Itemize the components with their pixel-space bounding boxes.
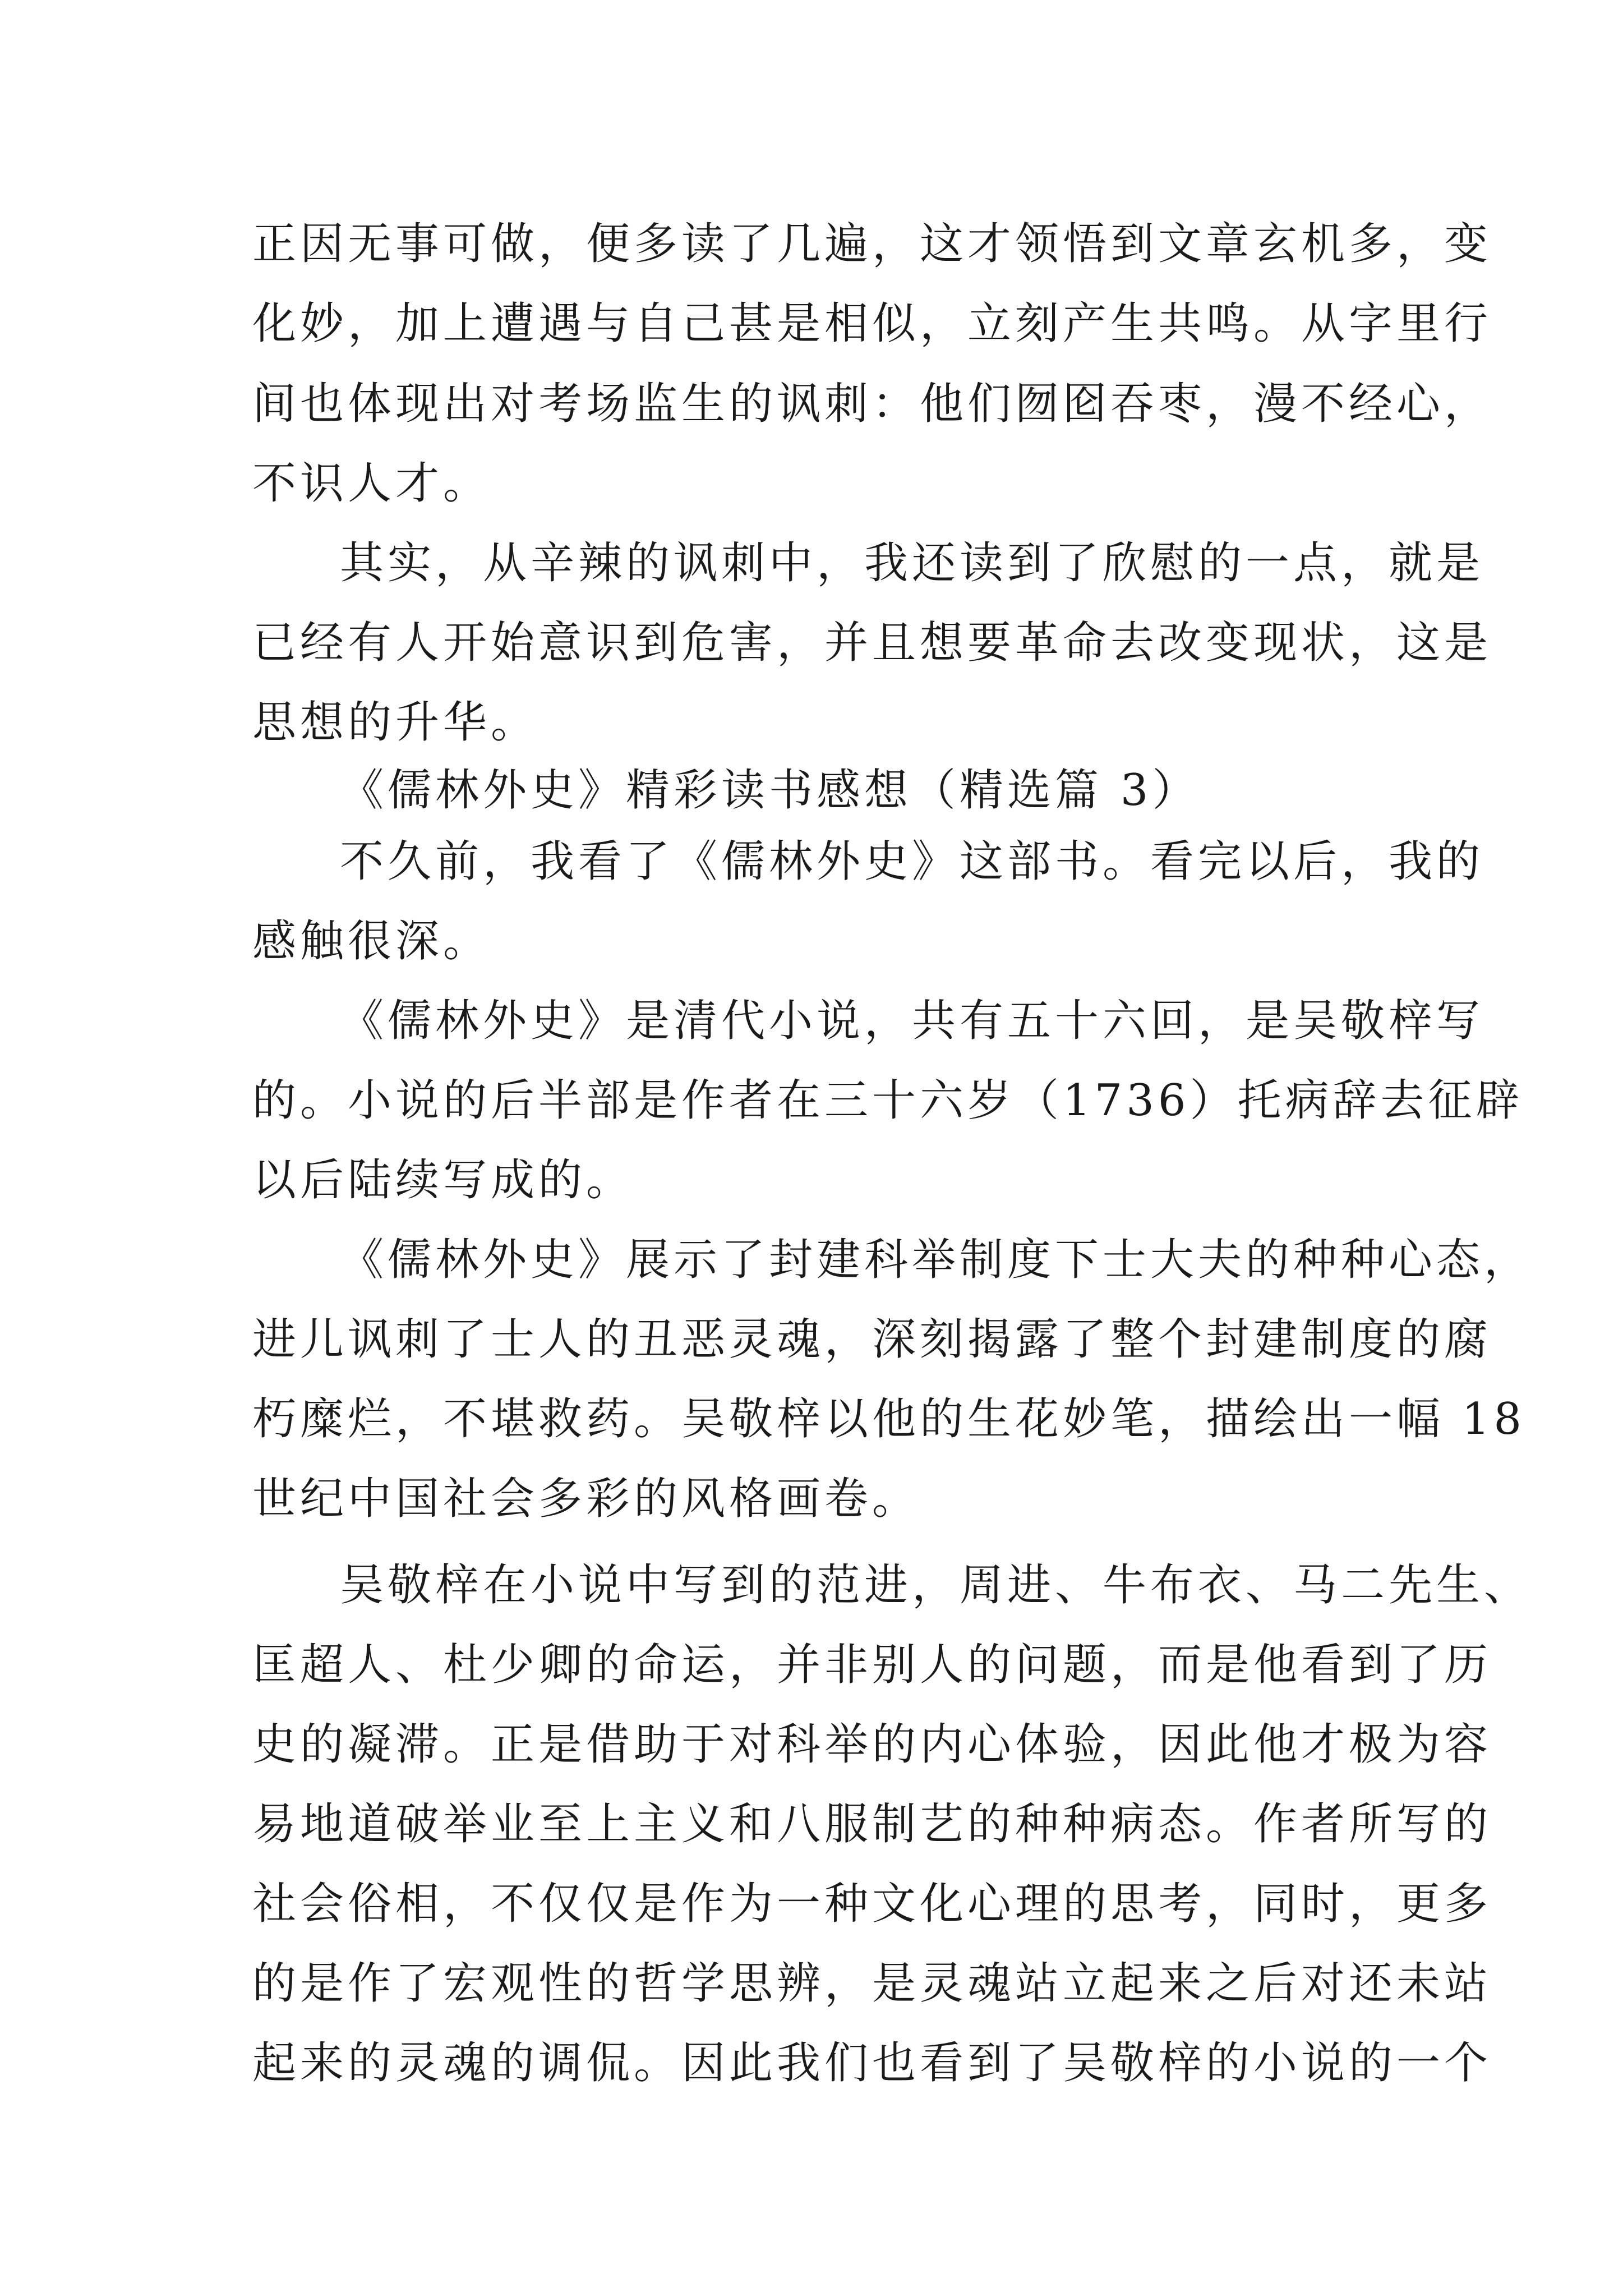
text-line: 正因无事可做，便多读了几遍，这才领悟到文章玄机多，变	[252, 219, 1492, 269]
text-line: 起来的灵魂的调侃。因此我们也看到了吴敬梓的小说的一个	[252, 2038, 1492, 2088]
text-line: 化妙，加上遭遇与自己甚是相似，立刻产生共鸣。从字里行	[252, 298, 1492, 349]
text-line: 进儿讽刺了士人的丑恶灵魂，深刻揭露了整个封建制度的腐	[252, 1314, 1492, 1365]
text-line: 社会俗相，不仅仅是作为一种文化心理的思考，同时，更多	[252, 1879, 1492, 1929]
text-line: 思想的升华。	[252, 697, 539, 748]
text-line: 《儒林外史》展示了封建科举制度下士大夫的种种心态，	[340, 1235, 1532, 1285]
text-line: 《儒林外史》是清代小说，共有五十六回，是吴敬梓写	[340, 996, 1484, 1046]
text-line: 的。小说的后半部是作者在三十六岁（1736）托病辞去征辟	[252, 1075, 1524, 1126]
text-line: 世纪中国社会多彩的风格画卷。	[252, 1474, 920, 1524]
section-heading: 《儒林外史》精彩读书感想（精选篇 3）	[340, 765, 1200, 816]
text-line: 匡超人、杜少卿的命运，并非别人的问题，而是他看到了历	[252, 1640, 1492, 1690]
text-line: 的是作了宏观性的哲学思辨，是灵魂站立起来之后对还未站	[252, 1958, 1492, 2009]
text-line: 感触很深。	[252, 916, 491, 967]
text-line: 不识人才。	[252, 458, 491, 509]
text-line: 以后陆续写成的。	[252, 1155, 634, 1205]
text-line: 已经有人开始意识到危害，并且想要革命去改变现状，这是	[252, 618, 1492, 668]
text-line: 史的凝滞。正是借助于对科举的内心体验，因此他才极为容	[252, 1719, 1492, 1770]
text-line: 易地道破举业至上主义和八服制艺的种种病态。作者所写的	[252, 1799, 1492, 1849]
text-line: 其实，从辛辣的讽刺中，我还读到了欣慰的一点，就是	[340, 538, 1484, 588]
text-line: 朽糜烂，不堪救药。吴敬梓以他的生花妙笔，描绘出一幅 18	[252, 1394, 1526, 1444]
text-line: 不久前，我看了《儒林外史》这部书。看完以后，我的	[340, 836, 1484, 887]
text-line: 间也体现出对考场监生的讽刺：他们囫囵吞枣，漫不经心，	[252, 379, 1492, 429]
text-line: 吴敬梓在小说中写到的范进，周进、牛布衣、马二先生、	[340, 1560, 1532, 1611]
